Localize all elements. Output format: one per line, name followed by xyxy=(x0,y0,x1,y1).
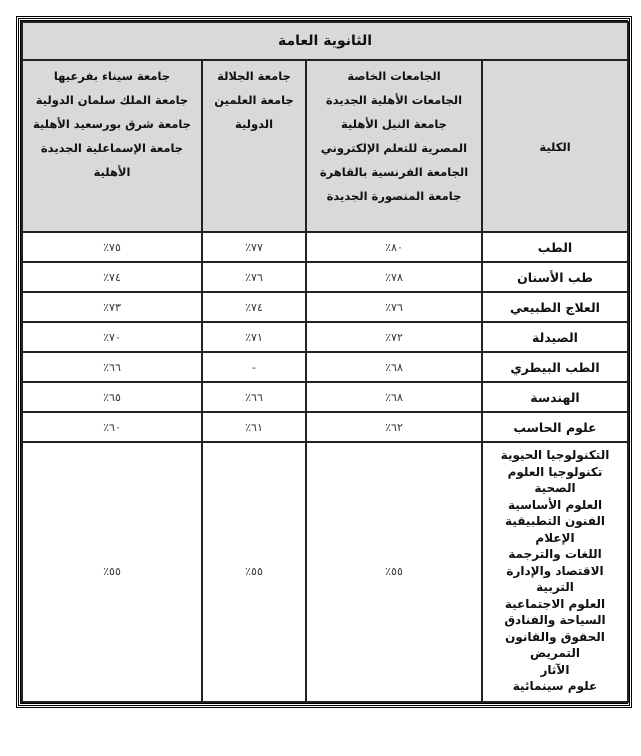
group3-cell: ٦٠٪ xyxy=(22,412,202,442)
group3-cell: ٧٥٪ xyxy=(22,232,202,262)
group2-cell: - xyxy=(202,352,306,382)
group2-cell: ٦١٪ xyxy=(202,412,306,442)
text-line: الأهلية xyxy=(93,165,131,179)
text-line: جامعة العلمين xyxy=(214,93,294,107)
table-row xyxy=(22,262,628,292)
group3-cell: ٦٥٪ xyxy=(22,382,202,412)
text-line: اللغات والترجمة xyxy=(508,547,602,561)
text-line: المصرية للتعلم الإلكتروني xyxy=(320,141,468,155)
group2-cell: ٧١٪ xyxy=(202,322,306,352)
group3-cell: ٧٣٪ xyxy=(22,292,202,322)
header-group1 xyxy=(306,60,482,232)
text-line: الدولية xyxy=(234,117,274,131)
group3-cell: ٦٦٪ xyxy=(22,352,202,382)
text-line: جامعة الإسماعلية الجديدة xyxy=(40,141,184,155)
group1-cell: ٨٠٪ xyxy=(306,232,482,262)
text-line: الإعلام xyxy=(535,530,575,545)
text-line: العلوم الاجتماعية xyxy=(504,596,606,611)
text-line: جامعة الجلالة xyxy=(217,69,291,83)
text-line: جامعة النيل الأهلية xyxy=(341,117,447,131)
text-line: الجامعة الفرنسية بالقاهرة xyxy=(319,165,469,179)
group3-cell: ٧٤٪ xyxy=(22,262,202,292)
faculty-cell: الطب البيطري xyxy=(482,352,628,382)
table-title: الثانوية العامة xyxy=(22,22,628,60)
group2-cell: ٧٧٪ xyxy=(202,232,306,262)
table-row xyxy=(22,382,628,412)
faculty-cell: الصيدلة xyxy=(482,322,628,352)
last-row-g1: ٥٥٪ xyxy=(306,442,482,702)
faculty-cell: علوم الحاسب xyxy=(482,412,628,442)
group1-cell: ٧٢٪ xyxy=(306,322,482,352)
text-line: التمريض xyxy=(530,646,580,660)
faculty-cell: الطب xyxy=(482,232,628,262)
table-row xyxy=(22,352,628,382)
group2-cell: ٦٦٪ xyxy=(202,382,306,412)
text-line: جامعة سيناء بفرعيها xyxy=(53,69,171,83)
admission-table xyxy=(21,21,629,703)
header-group2 xyxy=(202,60,306,232)
text-line: الصحية xyxy=(534,481,576,495)
text-line: السياحة والفنادق xyxy=(504,613,606,627)
last-row-g3: ٥٥٪ xyxy=(22,442,202,702)
text-line: الجامعات الأهلية الجديدة xyxy=(325,93,463,107)
last-row-g2: ٥٥٪ xyxy=(202,442,306,702)
group1-cell: ٧٦٪ xyxy=(306,292,482,322)
text-line: العلوم الأساسية xyxy=(507,497,603,512)
group1-cell: ٦٨٪ xyxy=(306,352,482,382)
faculty-cell: العلاج الطبيعي xyxy=(482,292,628,322)
text-line: جامعة شرق بورسعيد الأهلية xyxy=(32,117,192,131)
text-line: الفنون التطبيقية xyxy=(505,514,605,528)
text-line: التربية xyxy=(536,580,574,594)
text-line: الجامعات الخاصة xyxy=(347,69,441,83)
faculty-cell: الهندسة xyxy=(482,382,628,412)
text-line: الاقتصاد والإدارة xyxy=(506,563,604,578)
header-group3 xyxy=(22,60,202,232)
group1-cell: ٧٨٪ xyxy=(306,262,482,292)
table-row xyxy=(22,292,628,322)
group1-cell: ٦٨٪ xyxy=(306,382,482,412)
table-row xyxy=(22,322,628,352)
faculty-cell: طب الأسنان xyxy=(482,262,628,292)
text-line: الآثار xyxy=(540,662,570,677)
last-row-faculties xyxy=(482,442,628,702)
text-line: علوم سينمائية xyxy=(512,679,598,693)
group1-cell: ٦٢٪ xyxy=(306,412,482,442)
text-line: جامعة الملك سلمان الدولية xyxy=(35,93,189,107)
group2-cell: ٧٦٪ xyxy=(202,262,306,292)
text-line: تكنولوجيا العلوم xyxy=(507,464,603,479)
admission-table-frame xyxy=(18,18,630,706)
text-line: الحقوق والقانون xyxy=(505,629,605,644)
group3-cell: ٧٠٪ xyxy=(22,322,202,352)
table-row xyxy=(22,412,628,442)
group2-cell: ٧٤٪ xyxy=(202,292,306,322)
header-faculty: الكلية xyxy=(482,60,628,232)
text-line: جامعة المنصورة الجديدة xyxy=(326,189,462,203)
table-row xyxy=(22,232,628,262)
text-line: التكنولوجيا الحيوية xyxy=(500,448,610,462)
